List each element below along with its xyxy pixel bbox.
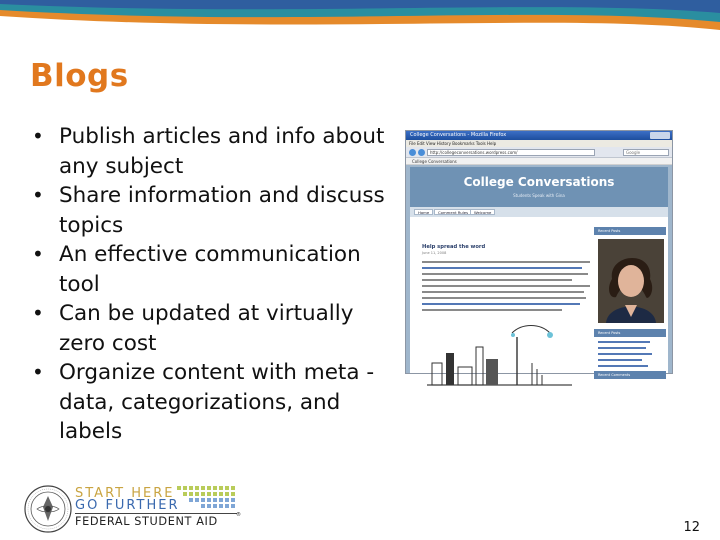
bullet-text: Share information and discuss topics [59,183,385,238]
page-number: 12 [683,520,700,535]
post-title: Help spread the word [422,244,486,250]
post-text-line [422,261,590,263]
bullet-item [30,122,400,181]
post-text-line [422,303,580,305]
browser-titlebar [406,131,672,140]
browser-tab: College Conversations [406,158,672,165]
bullet-list [30,122,400,447]
department-seal-icon [24,485,72,533]
browser-window-title: College Conversations - Mozilla Firefox [410,132,507,138]
browser-search-field: Google [623,149,669,156]
forward-icon [418,149,425,156]
blog-title: College Conversations [463,175,615,189]
bullet-dot-icon: • [32,360,44,384]
bullet-dot-icon: • [32,124,44,148]
blog-subtitle: Students Speak with Gina [513,193,565,198]
bullet-item [30,240,400,299]
sidebar-heading-recent-comments: Recent Comments [594,371,666,379]
sidebar-link [598,341,650,343]
bullet-item [30,181,400,240]
blog-nav-welcome: Welcome [470,209,495,215]
logo-go-further: GO FURTHER [75,498,180,513]
sidebar-heading-recent-posts-2: Recent Posts [594,329,666,337]
author-photo [598,239,664,323]
sidebar-link [598,365,648,367]
bullet-text: Can be updated at virtually zero cost [59,301,354,356]
logo-divider [75,513,237,514]
bullet-dot-icon: • [32,301,44,325]
bullet-item [30,358,400,447]
author-portrait-icon [598,239,664,323]
top-wave-banner [0,0,720,34]
blog-nav [410,207,668,217]
sidebar-heading-recent-posts: Recent Posts [594,227,666,235]
blog-nav-home: Home [414,209,433,215]
logo-start-here: START HERE [75,486,175,501]
bullet-text: Publish articles and info about any subject [59,124,385,179]
logo-registered-mark: ® [236,512,241,518]
bullet-dot-icon: • [32,183,44,207]
blog-nav-comment-rules: Comment Rules [434,209,472,215]
bullet-text: An effective communication tool [59,242,361,297]
sidebar-link [598,359,642,361]
blog-header [410,167,668,207]
blog-screenshot [405,130,673,377]
bullet-item [30,299,400,358]
blog-sidebar [594,217,668,377]
slide-title: Blogs [30,58,129,94]
blog-page [406,165,672,377]
logo-federal-student-aid: FEDERAL STUDENT AID [75,515,218,528]
post-text-line [422,309,562,311]
bullet-text: Organize content with meta -data, categorizations, and labels [59,360,375,444]
post-text-line [422,285,590,287]
url-field: http://collegeconversations.wordpress.com/ [427,149,595,156]
post-date: June 11, 2008 [422,251,447,255]
post-text-line [422,297,586,299]
post-text-line [422,273,588,275]
window-controls-icon [650,132,670,139]
sidebar-link [598,353,652,355]
post-text-line [422,279,572,281]
browser-address-bar [406,147,672,158]
back-icon [409,149,416,156]
city-illustration [422,323,582,391]
sidebar-link [598,347,646,349]
post-text-line [422,291,584,293]
browser-menubar: File Edit View History Bookmarks Tools Help [406,140,672,147]
bullet-dot-icon: • [32,242,44,266]
post-text-line [422,267,582,269]
logo-dot-pattern-icon [177,486,239,512]
